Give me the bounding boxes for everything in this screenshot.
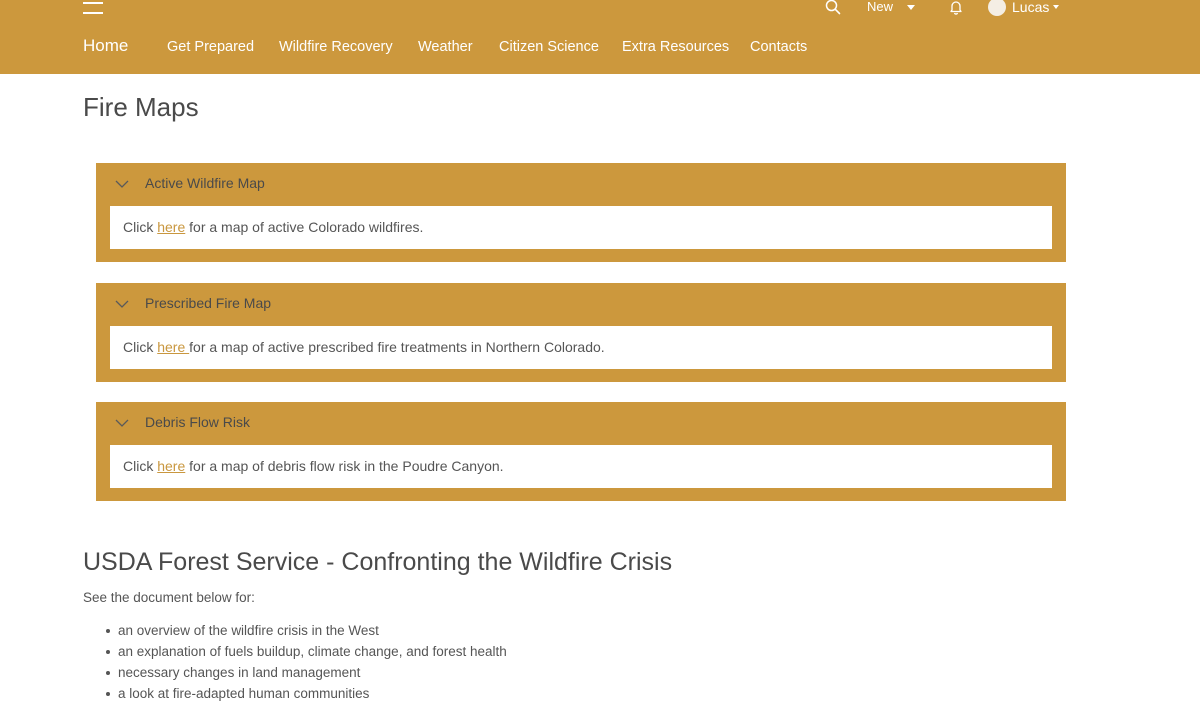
chevron-down-icon: [115, 180, 129, 188]
accordion-body: [110, 445, 1052, 488]
here-link[interactable]: here: [157, 458, 186, 474]
accordion-title: Active Wildfire Map: [145, 175, 265, 191]
caret-down-icon: [1053, 5, 1059, 9]
user-menu-button[interactable]: [988, 0, 1059, 16]
accordion-text-prefix: Click: [123, 219, 158, 235]
main-nav: [0, 37, 1200, 59]
nav-wildfire-recovery[interactable]: Wildfire Recovery: [279, 39, 393, 55]
accordion-title: Debris Flow Risk: [145, 414, 251, 430]
accordion-body: [110, 326, 1052, 369]
bell-icon[interactable]: [948, 0, 964, 15]
avatar: [988, 0, 1006, 16]
accordion-text-suffix: for a map of debris flow risk in the Poudre Canyon.: [185, 458, 504, 474]
section-intro: See the document below for:: [83, 590, 255, 605]
accordion-active-wildfire-map: [96, 163, 1066, 262]
nav-citizen-science[interactable]: Citizen Science: [499, 39, 599, 55]
accordion-header[interactable]: [96, 283, 1066, 325]
top-toolbar: [0, 0, 1200, 16]
nav-get-prepared[interactable]: Get Prepared: [167, 39, 255, 55]
here-link[interactable]: here: [157, 219, 186, 235]
nav-extra-resources[interactable]: Extra Resources: [622, 39, 730, 55]
chevron-down-icon: [907, 5, 915, 10]
list-item: necessary changes in land management: [105, 662, 507, 683]
new-button-label: New: [867, 0, 894, 14]
search-icon[interactable]: [825, 0, 841, 15]
accordion-header[interactable]: [96, 163, 1066, 205]
chevron-down-icon: [115, 300, 129, 308]
accordion-debris-flow-risk: [96, 402, 1066, 501]
accordion-header[interactable]: [96, 402, 1066, 444]
nav-weather[interactable]: Weather: [418, 39, 473, 55]
site-header: [0, 0, 1200, 74]
list-item: an explanation of fuels buildup, climate change, and forest health: [105, 641, 507, 662]
nav-contacts[interactable]: Contacts: [750, 39, 808, 55]
nav-home[interactable]: Home: [83, 36, 129, 55]
list-item: a look at fire-adapted human communities: [105, 683, 507, 704]
accordion-body: [110, 206, 1052, 249]
accordion-prescribed-fire-map: [96, 283, 1066, 382]
chevron-down-icon: [115, 419, 129, 427]
bullet-list: [105, 620, 507, 704]
user-name: Lucas: [1012, 0, 1050, 15]
accordion-text-suffix: for a map of active prescribed fire treatments in Northern Colorado.: [189, 339, 605, 355]
accordion-title: Prescribed Fire Map: [145, 295, 272, 311]
accordion-text-prefix: Click: [123, 458, 158, 474]
section-title: USDA Forest Service - Confronting the Wildfire Crisis: [83, 548, 673, 576]
list-item: an overview of the wildfire crisis in the West: [105, 620, 507, 641]
here-link[interactable]: here: [157, 339, 190, 355]
accordion-text-suffix: for a map of active Colorado wildfires.: [185, 219, 424, 235]
page-title: Fire Maps: [83, 92, 199, 122]
new-button[interactable]: [867, 0, 915, 15]
accordion-text-prefix: Click: [123, 339, 158, 355]
